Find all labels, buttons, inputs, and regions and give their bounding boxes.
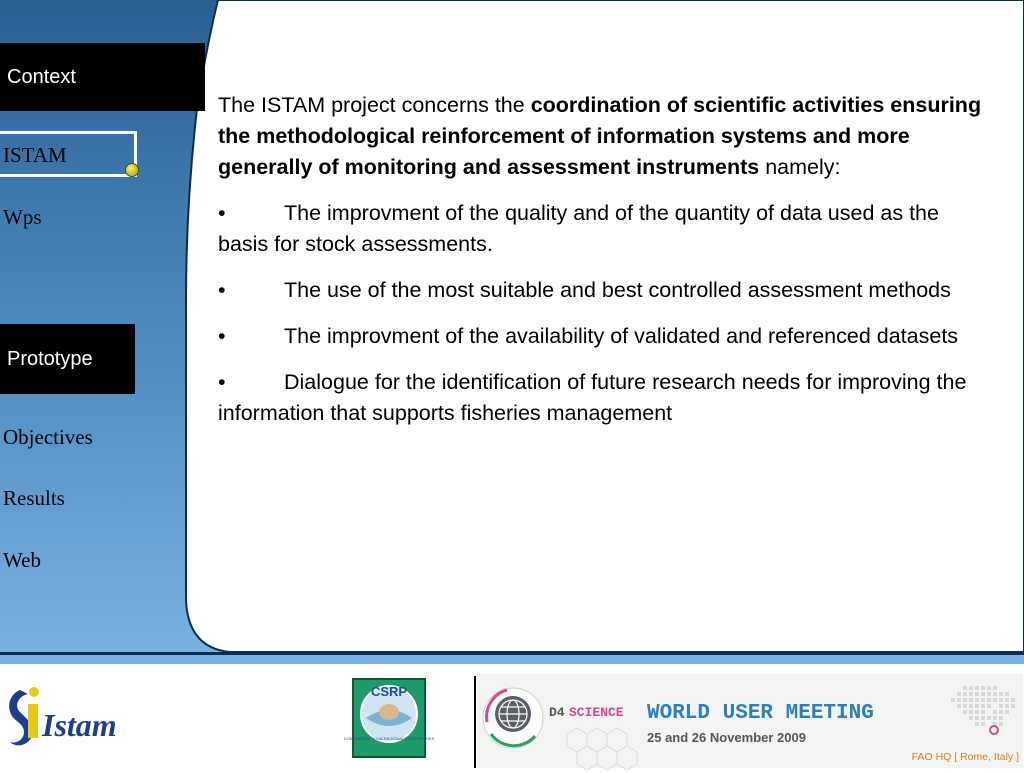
footer-divider bbox=[0, 652, 1024, 655]
active-indicator-icon bbox=[125, 163, 139, 177]
bullet-icon: • bbox=[218, 201, 226, 225]
bullet-item bbox=[218, 198, 993, 260]
bullet-item bbox=[218, 367, 993, 429]
istam-logo bbox=[2, 682, 117, 752]
bullet-icon: • bbox=[218, 370, 226, 394]
banner-dates: 25 and 26 November 2009 bbox=[647, 730, 806, 745]
nav-item-wps[interactable]: Wps bbox=[3, 205, 42, 229]
csrp-logo bbox=[343, 678, 435, 758]
csrp-logo-text: CSRP bbox=[370, 684, 408, 699]
intro-paragraph bbox=[218, 90, 993, 183]
nav-item-web[interactable]: Web bbox=[3, 548, 41, 572]
bullet-icon: • bbox=[218, 278, 226, 302]
section-prototype-label: Prototype bbox=[7, 348, 93, 370]
nav-item-objectives[interactable]: Objectives bbox=[3, 425, 93, 449]
section-context[interactable] bbox=[0, 43, 205, 111]
csrp-logo-subtext: COMMISSION SOUS-REGIONALE DES PECHES bbox=[343, 736, 435, 741]
bullet-item bbox=[218, 321, 993, 352]
bullet-text: Dialogue for the identification of future research needs for improving the information that supports fisheries management bbox=[218, 370, 967, 425]
banner-brand-suffix: SCIENCE bbox=[569, 705, 624, 720]
intro-pre: The ISTAM project concerns the bbox=[218, 93, 531, 117]
event-banner[interactable] bbox=[477, 674, 1023, 768]
bullet-icon: • bbox=[218, 324, 226, 348]
bullet-text: The improvment of the quality and of the quantity of data used as the basis for stock assessments. bbox=[218, 201, 939, 256]
main-text bbox=[218, 90, 993, 444]
intro-post: namely: bbox=[759, 155, 841, 179]
event-banner-art bbox=[477, 674, 1023, 768]
banner-event-title: WORLD USER MEETING bbox=[647, 702, 874, 725]
istam-logo-text: Istam bbox=[42, 707, 117, 743]
section-prototype[interactable] bbox=[0, 324, 135, 394]
bullet-text: The use of the most suitable and best controlled assessment methods bbox=[284, 278, 951, 302]
banner-brand-prefix: D4 bbox=[549, 705, 565, 720]
section-context-label: Context bbox=[7, 66, 76, 88]
bullet-text: The improvment of the availability of validated and referenced datasets bbox=[284, 324, 959, 348]
footer-separator bbox=[474, 676, 476, 768]
nav-item-results[interactable]: Results bbox=[3, 486, 65, 510]
nav-item-istam[interactable]: ISTAM bbox=[3, 143, 67, 167]
bullet-item bbox=[218, 275, 993, 306]
intro-bold: coordination of scientific activities ensuring the methodological reinforcement of information systems and more generally of monitoring and assessment instruments bbox=[218, 93, 982, 179]
banner-venue: FAO HQ [ Rome, Italy ] bbox=[911, 751, 1019, 763]
